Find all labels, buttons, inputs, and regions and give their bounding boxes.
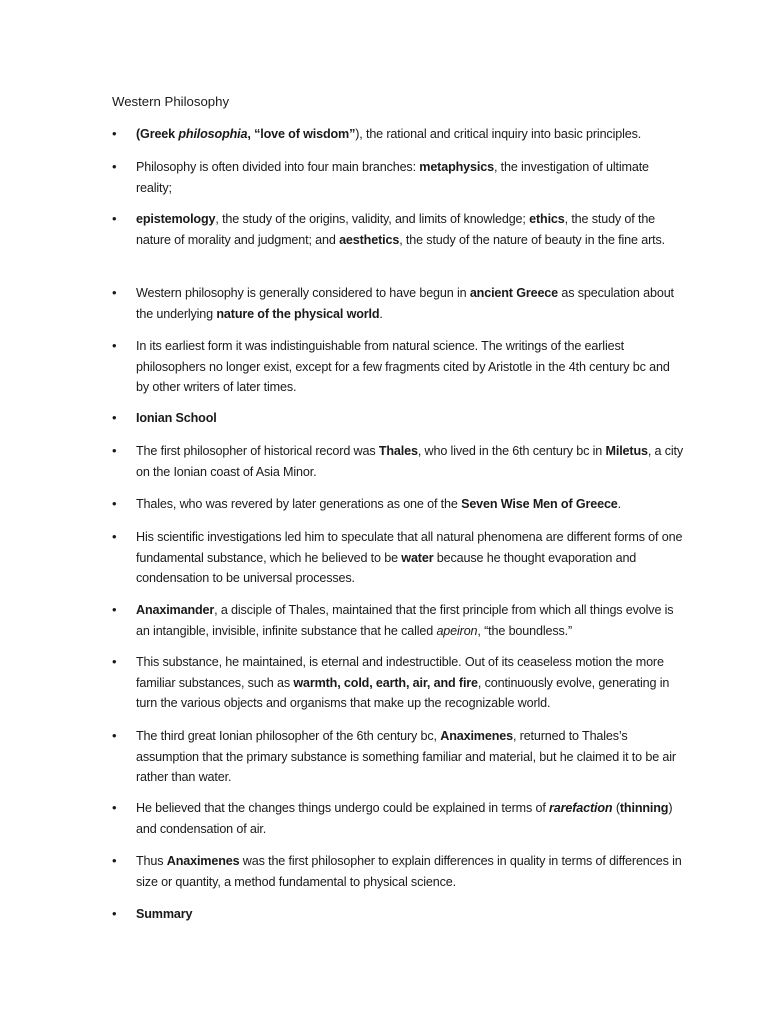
bullet-text — [136, 904, 686, 925]
bullet-marker: • — [112, 800, 117, 815]
bullet-marker: • — [112, 338, 117, 353]
text-segment: rarefaction — [549, 801, 613, 815]
bullet-text — [136, 600, 686, 641]
bullet-marker: • — [112, 728, 117, 743]
bullet-text — [136, 726, 686, 788]
bullet-marker: • — [112, 410, 117, 425]
bullet-marker: • — [112, 159, 117, 174]
text-segment: ancient Greece — [469, 286, 559, 300]
text-segment: aesthetics — [339, 232, 400, 247]
bullet-text — [136, 851, 686, 892]
text-segment: This substance, he maintained, is eternal and indestructible. Out of its ceaseless motion the more familiar substances, such as — [136, 655, 664, 690]
text-segment: because he thought evaporation and condensation to be universal processes. — [136, 550, 637, 585]
text-segment: , who lived in the 6th century bc in — [417, 444, 606, 458]
text-segment: warmth, cold, earth, air, and fire — [293, 675, 478, 690]
text-segment: Thales, who was revered by later generations as one of the — [136, 497, 462, 511]
text-segment: In its earliest form it was indistinguishable from natural science. The writings of the earliest philosophers no longer exist, except for a few fragments cited by Aristotle in the 4th century bc and by other writers of later times. — [136, 339, 670, 394]
text-segment: , “the boundless.” — [477, 623, 573, 638]
bullet-marker: • — [112, 443, 117, 458]
text-segment: Seven Wise Men of Greece — [461, 497, 618, 511]
text-segment: , “love of wisdom” — [247, 127, 356, 141]
text-segment: . — [617, 497, 622, 511]
bullet-text — [136, 209, 686, 250]
bullet-marker: • — [112, 529, 117, 544]
text-segment: ( — [136, 127, 141, 141]
bullet-text — [136, 441, 686, 482]
text-segment: Anaximenes — [166, 854, 240, 868]
bullet-text — [136, 124, 686, 145]
text-segment: was the first philosopher to explain differences in quality in terms of differences in size or quantity, a method fundamental to physical science. — [136, 854, 682, 889]
text-segment: Thales — [378, 444, 418, 458]
text-segment: His scientific investigations led him to speculate that all natural phenomena are different forms of one fundamental substance, which he believed to be — [136, 530, 683, 565]
text-segment: thinning — [619, 801, 669, 815]
text-segment: , the study of the nature of morality and judgment; and — [136, 212, 656, 247]
text-segment: Summary — [136, 907, 193, 921]
bullet-marker: • — [112, 906, 117, 921]
bullet-marker: • — [112, 853, 117, 868]
text-segment: , continuously evolve, generating in turn the various objects and organisms that make up the recognizable world. — [136, 675, 670, 710]
text-segment: philosophia — [178, 127, 248, 141]
bullet-marker: • — [112, 654, 117, 669]
bullet-text — [136, 336, 686, 398]
bullet-marker: • — [112, 285, 117, 300]
text-segment: Ionian School — [136, 411, 217, 425]
text-segment: epistemology — [136, 212, 216, 226]
text-segment: Philosophy is often divided into four main branches: — [136, 160, 420, 174]
text-segment: Thus — [136, 854, 167, 868]
text-segment: , the study of the nature of beauty in the fine arts. — [399, 232, 665, 247]
bullet-text — [136, 798, 686, 839]
text-segment: ), the rational and critical inquiry into basic principles. — [355, 127, 642, 141]
text-segment: Anaximander — [136, 603, 215, 617]
text-segment: , returned to Thales’s assumption that the primary substance is something familiar and material, but he claimed it to be air rather than water. — [136, 729, 676, 784]
text-segment: Anaximenes — [440, 729, 513, 743]
text-segment: as speculation about the underlying — [136, 286, 674, 321]
bullet-marker: • — [112, 602, 117, 617]
text-segment: , the investigation of ultimate reality; — [136, 160, 649, 195]
text-segment: metaphysics — [419, 160, 494, 174]
bullet-text — [136, 652, 686, 714]
bullet-marker: • — [112, 496, 117, 511]
bullet-text — [136, 408, 686, 429]
bullet-marker: • — [112, 211, 117, 226]
text-segment: Western philosophy is generally considered to have begun in — [136, 286, 470, 300]
document-title: Western Philosophy — [112, 94, 230, 109]
bullet-text — [136, 494, 686, 515]
bullet-text — [136, 527, 686, 589]
text-segment: , the study of the origins, validity, and limits of knowledge; — [215, 212, 530, 226]
text-segment: nature of the physical world — [216, 306, 380, 321]
text-segment: ethics — [529, 212, 565, 226]
bullet-text — [136, 283, 686, 324]
text-segment: ) and condensation of air. — [136, 801, 673, 836]
text-segment: Miletus — [605, 444, 648, 458]
text-segment: He believed that the changes things undergo could be explained in terms of — [136, 801, 550, 815]
text-segment: The third great Ionian philosopher of the 6th century bc, — [136, 729, 441, 743]
text-segment: . — [379, 306, 383, 321]
text-segment: water — [401, 550, 434, 565]
text-segment: , a city on the Ionian coast of Asia Minor. — [136, 444, 684, 479]
text-segment: ( — [612, 801, 620, 815]
bullet-marker: • — [112, 126, 117, 141]
bullet-text — [136, 157, 686, 198]
text-segment: apeiron — [436, 623, 478, 638]
text-segment: Greek — [140, 127, 179, 141]
text-segment: , a disciple of Thales, maintained that the first principle from which all things evolve is an intangible, invisible, infinite substance that he called — [136, 603, 674, 638]
text-segment: The first philosopher of historical record was — [136, 444, 379, 458]
